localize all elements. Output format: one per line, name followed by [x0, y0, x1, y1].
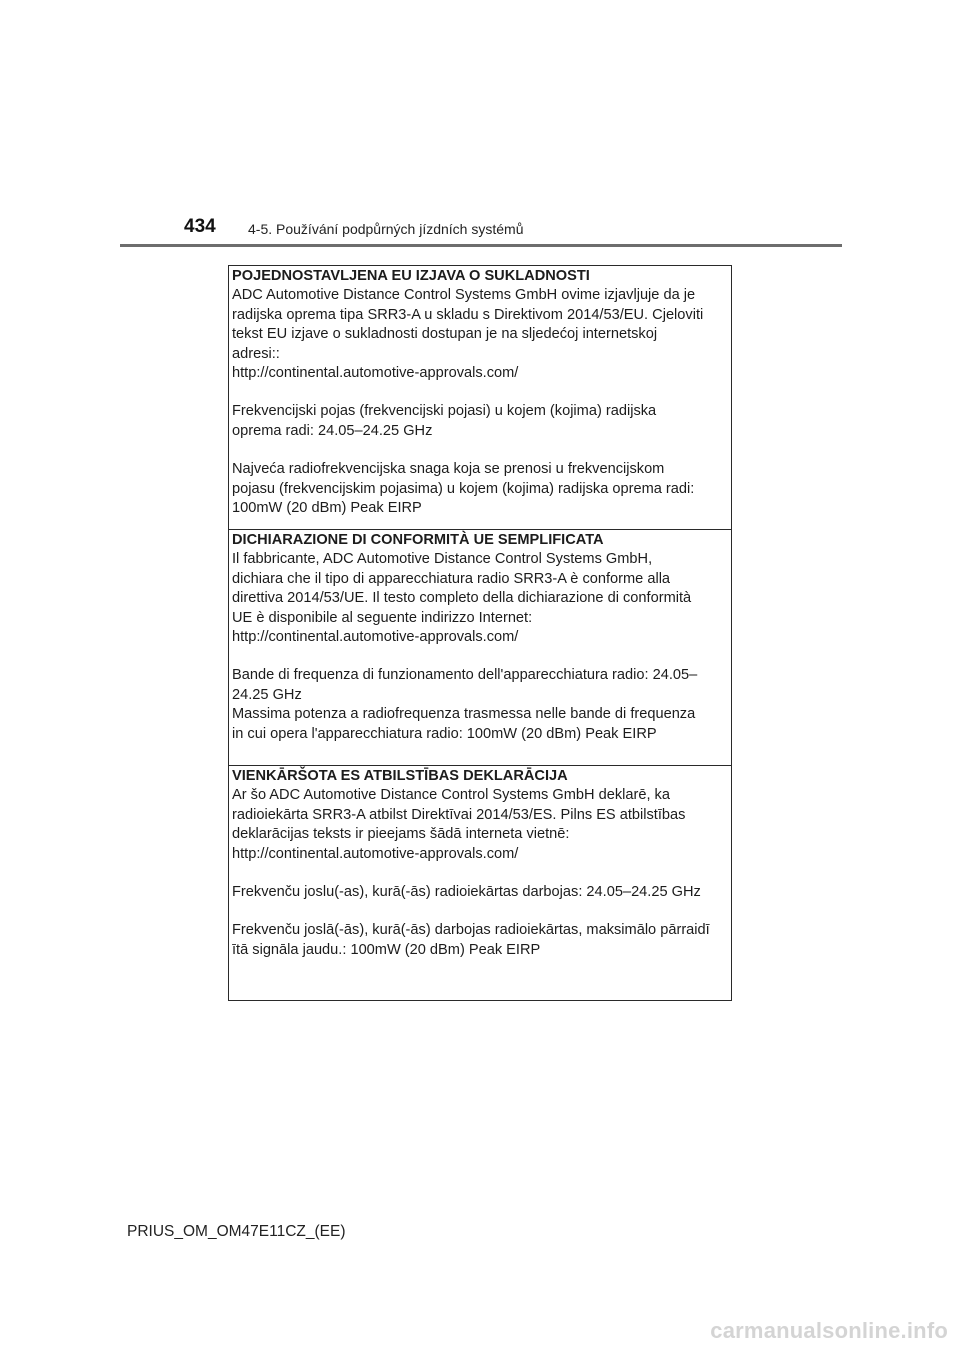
text-line: radioiekārta SRR3-A atbilst Direktīvai 2014/53/ES. Pilns ES atbilstības: [232, 806, 686, 823]
declaration-paragraph: [232, 286, 731, 383]
text-line: Ar šo ADC Automotive Distance Control Systems GmbH deklarē, ka: [232, 787, 670, 804]
text-line: Il fabbricante, ADC Automotive Distance Control Systems GmbH,: [232, 551, 653, 568]
text-line: in cui opera l'apparecchiatura radio: 100mW (20 dBm) Peak EIRP: [232, 725, 657, 742]
text-line: deklarācijas teksts ir pieejams šādā interneta vietnē:: [232, 826, 570, 843]
header-rule: [120, 244, 842, 247]
page-number: 434: [184, 216, 216, 237]
text-line: tekst EU izjave o sukladnosti dostupan je na sljedećoj internetskoj: [232, 326, 658, 343]
text-line: dichiara che il tipo di apparecchiatura radio SRR3-A è conforme alla: [232, 570, 671, 587]
text-line: 24.25 GHz: [232, 686, 302, 703]
declaration-title: VIENKĀRŠOTA ES ATBILSTĪBAS DEKLARĀCIJA: [232, 768, 568, 784]
declaration-paragraph: [232, 786, 731, 864]
declaration-paragraph: [232, 402, 731, 441]
text-line: direttiva 2014/53/UE. Il testo completo della dichiarazione di conformità: [232, 590, 692, 607]
declaration-croatian: [229, 266, 731, 530]
declaration-paragraph: [232, 883, 731, 902]
text-line: oprema radi: 24.05–24.25 GHz: [232, 422, 433, 439]
text-line: adresi::: [232, 345, 280, 362]
text-line: Frekvencijski pojas (frekvencijski pojasi) u kojem (kojima) radijska: [232, 403, 657, 420]
text-line: ītā signāla jaudu.: 100mW (20 dBm) Peak EIRP: [232, 941, 541, 958]
declaration-paragraph: [232, 550, 731, 647]
declaration-title: POJEDNOSTAVLJENA EU IZJAVA O SUKLADNOSTI: [232, 268, 590, 284]
text-line: Najveća radiofrekvencijska snaga koja se prenosi u frekvencijskom: [232, 461, 665, 478]
text-line: UE è disponibile al seguente indirizzo Internet:: [232, 609, 533, 626]
text-line: 100mW (20 dBm) Peak EIRP: [232, 500, 422, 517]
declaration-paragraph: [232, 666, 731, 744]
text-line: radijska oprema tipa SRR3-A u skladu s Direktivom 2014/53/EU. Cjeloviti: [232, 306, 704, 323]
section-title: 4-5. Používání podpůrných jízdních systémů: [248, 221, 524, 237]
text-line: Bande di frequenza di funzionamento dell'apparecchiatura radio: 24.05–: [232, 667, 698, 684]
declaration-title: DICHIARAZIONE DI CONFORMITÀ UE SEMPLIFICATA: [232, 532, 604, 548]
url-text: http://continental.automotive-approvals.com/: [232, 845, 519, 862]
url-text: http://continental.automotive-approvals.com/: [232, 629, 519, 646]
watermark: carmanualsonline.info: [710, 1318, 948, 1343]
declaration-box: [228, 265, 732, 1001]
declaration-latvian: [229, 766, 731, 1000]
text-line: Frekvenču joslu(-as), kurā(-ās) radioiekārtas darbojas: 24.05–24.25 GHz: [232, 884, 701, 901]
text-line: Frekvenču joslā(-ās), kurā(-ās) darbojas radioiekārtas, maksimālo pārraidī: [232, 922, 710, 939]
text-line: ADC Automotive Distance Control Systems GmbH ovime izjavljuje da je: [232, 287, 696, 304]
text-line: Massima potenza a radiofrequenza trasmessa nelle bande di frequenza: [232, 706, 696, 723]
declaration-paragraph: [232, 921, 731, 960]
declaration-italian: [229, 530, 731, 766]
declaration-paragraph: [232, 460, 731, 518]
text-line: pojasu (frekvencijskim pojasima) u kojem (kojima) radijska oprema radi:: [232, 480, 695, 497]
url-text: http://continental.automotive-approvals.com/: [232, 365, 519, 382]
footer-document-id: PRIUS_OM_OM47E11CZ_(EE): [127, 1223, 346, 1240]
